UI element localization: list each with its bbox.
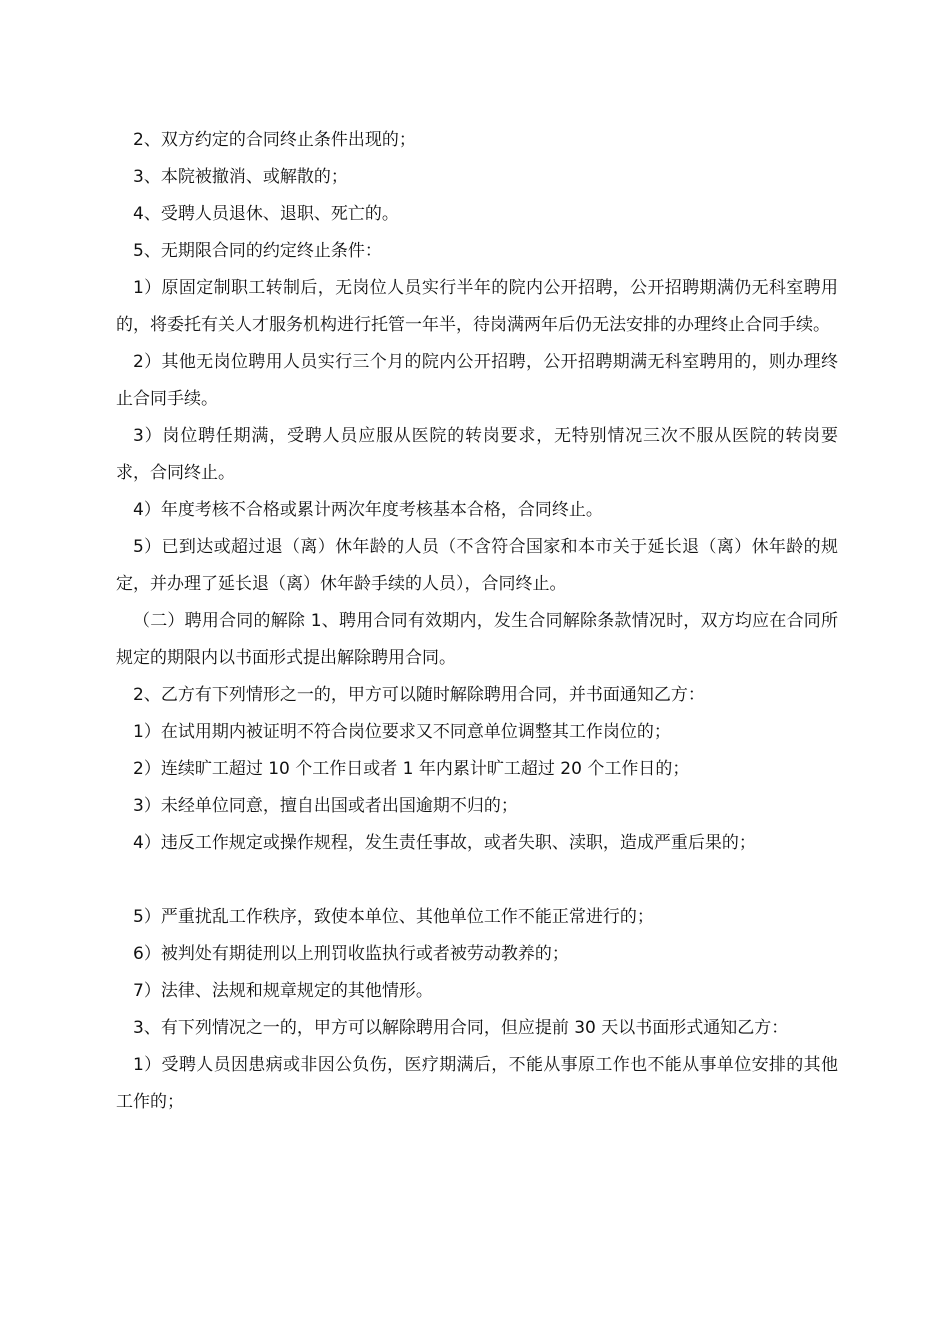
- paragraph-termination-condition-3: 3、本院被撤消、或解散的；: [133, 167, 348, 187]
- paragraph-dissolution-item-3: 3）未经单位同意，擅自出国或者出国逾期不归的；: [133, 796, 518, 816]
- document-page: [116, 122, 838, 1121]
- paragraph-dissolution-item-5: 5）严重扰乱工作秩序，致使本单位、其他单位工作不能正常进行的；: [133, 907, 654, 927]
- paragraph-dissolution-item-4: 4）违反工作规定或操作规程，发生责任事故，或者失职、渎职，造成严重后果的；: [133, 833, 756, 853]
- paragraph-indefinite-term-2: 2）其他无岗位聘用人员实行三个月的院内公开招聘，公开招聘期满无科室聘用的，则办理终止合同手续。: [116, 352, 838, 409]
- paragraph-dissolution-item-2: 2）连续旷工超过 10 个工作日或者 1 年内累计旷工超过 20 个工作日的；: [133, 759, 690, 779]
- paragraph-termination-condition-4: 4、受聘人员退休、退职、死亡的。: [133, 204, 399, 224]
- paragraph-dissolution-clause-3: 3、有下列情况之一的，甲方可以解除聘用合同，但应提前 30 天以书面形式通知乙方：: [133, 1018, 789, 1038]
- paragraph-indefinite-term-1: 1）原固定制职工转制后，无岗位人员实行半年的院内公开招聘，公开招聘期满仍无科室聘用的，将委托有关人才服务机构进行托管一年半，待岗满两年后仍无法安排的办理终止合同手续。: [116, 278, 838, 335]
- paragraph-dissolution-item-1: 1）在试用期内被证明不符合岗位要求又不同意单位调整其工作岗位的；: [133, 722, 671, 742]
- paragraph-termination-condition-5: 5、无期限合同的约定终止条件：: [133, 241, 382, 261]
- paragraph-indefinite-term-5: 5）已到达或超过退（离）休年龄的人员（不含符合国家和本市关于延长退（离）休年龄的规定，并办理了延长退（离）休年龄手续的人员），合同终止。: [116, 537, 838, 594]
- blank-line: [116, 862, 838, 899]
- paragraph-indefinite-term-4: 4）年度考核不合格或累计两次年度考核基本合格，合同终止。: [133, 500, 603, 520]
- paragraph-section-two-dissolution: （二）聘用合同的解除 1、聘用合同有效期内，发生合同解除条款情况时，双方均应在合同所规定的期限内以书面形式提出解除聘用合同。: [116, 611, 838, 668]
- paragraph-notice-item-1: 1）受聘人员因患病或非因公负伤，医疗期满后，不能从事原工作也不能从事单位安排的其他工作的；: [116, 1055, 838, 1112]
- paragraph-dissolution-clause-2: 2、乙方有下列情形之一的，甲方可以随时解除聘用合同，并书面通知乙方：: [133, 685, 705, 705]
- paragraph-dissolution-item-6: 6）被判处有期徒刑以上刑罚收监执行或者被劳动教养的；: [133, 944, 569, 964]
- paragraph-termination-condition-2: 2、双方约定的合同终止条件出现的；: [133, 130, 416, 150]
- paragraph-dissolution-item-7: 7）法律、法规和规章规定的其他情形。: [133, 981, 433, 1001]
- paragraph-indefinite-term-3: 3）岗位聘任期满，受聘人员应服从医院的转岗要求，无特别情况三次不服从医院的转岗要求，合同终止。: [116, 426, 838, 483]
